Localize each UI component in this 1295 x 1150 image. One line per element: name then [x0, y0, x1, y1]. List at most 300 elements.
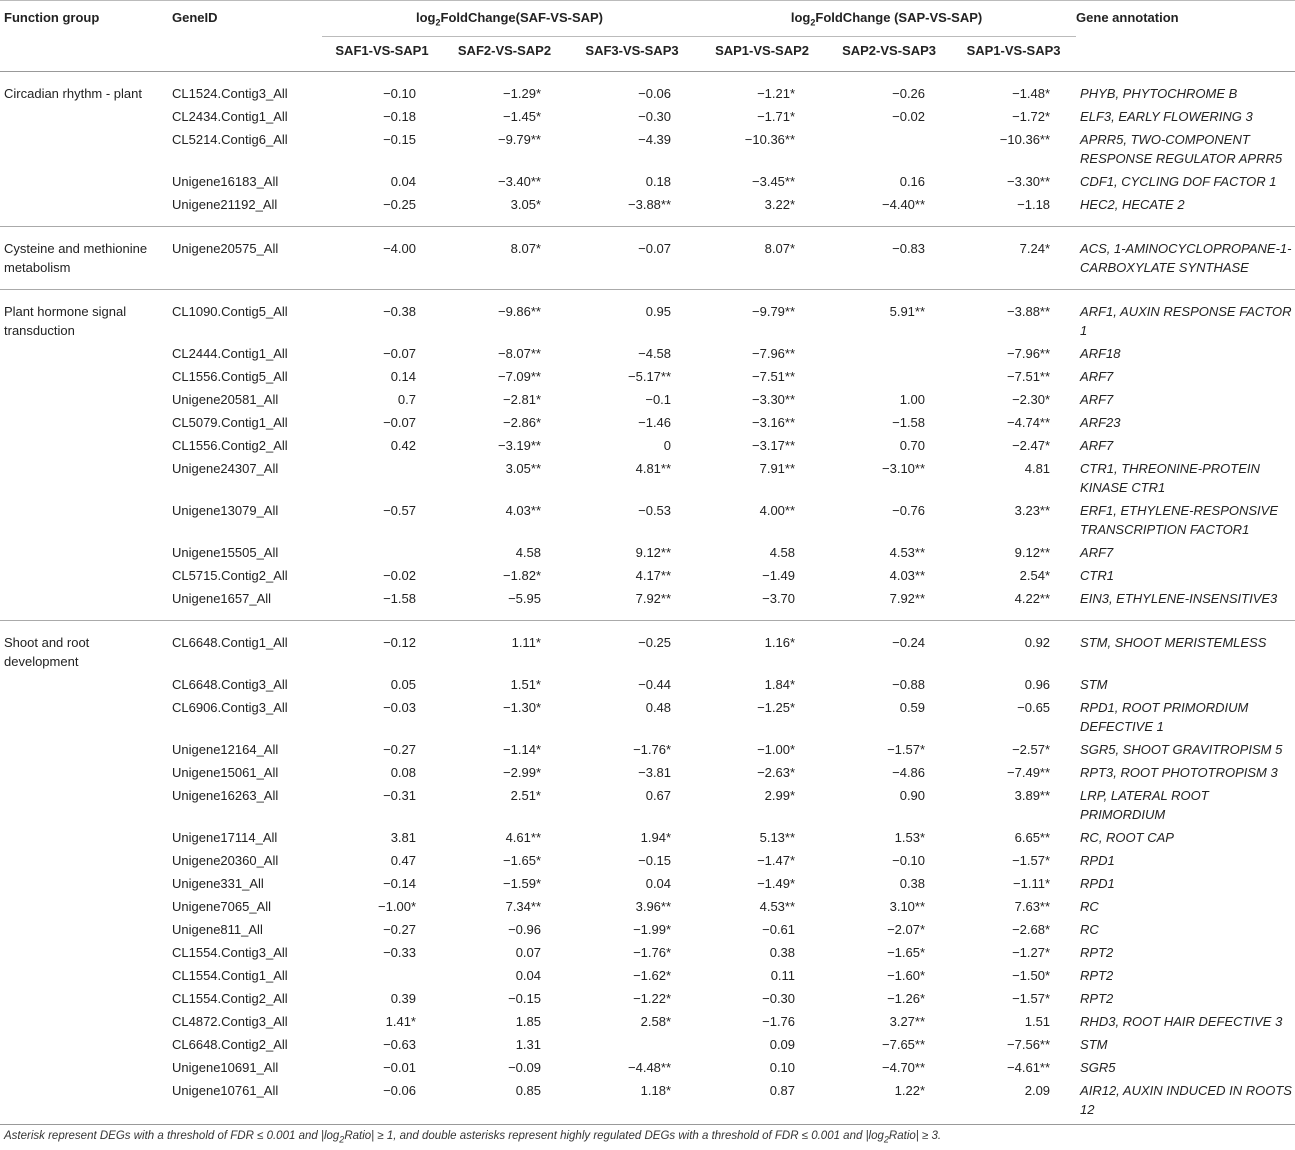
value-cell: −1.58: [892, 415, 926, 430]
value-cell: −3.30**: [1007, 174, 1051, 189]
value-cell: −1.99*: [633, 922, 672, 937]
value-cell: −1.76*: [633, 742, 672, 757]
value-cell: −0.14: [383, 876, 416, 891]
value-cell: −4.74**: [1007, 415, 1051, 430]
table-body: [0, 72, 1295, 1132]
value-cell: −3.70: [697, 589, 827, 621]
value-cell: 1.41*: [385, 1014, 416, 1029]
value-cell: 4.58: [515, 545, 541, 560]
value-cell: −0.61: [762, 922, 796, 937]
gene-id-cell: CL4872.Contig3_All: [172, 1014, 288, 1029]
value-cell: −1.45*: [503, 109, 541, 124]
gene-annotation-cell: RPD1, ROOT PRIMORDIUM DEFECTIVE 1: [1080, 700, 1249, 734]
value-cell: 0.04: [645, 876, 672, 891]
header-row-1: [0, 4, 1295, 37]
value-cell: 1.53*: [894, 830, 926, 845]
gene-annotation-cell: RPT2: [1080, 968, 1114, 983]
gene-annotation-cell: ARF7: [1080, 392, 1114, 407]
value-cell: −1.48*: [1012, 86, 1051, 101]
gene-annotation-cell: RC: [1080, 922, 1099, 937]
table-row: [0, 72, 1295, 108]
value-cell: −1.29*: [503, 86, 541, 101]
function-group-cell: [0, 195, 172, 227]
function-group-cell: [0, 740, 172, 763]
gene-id-cell: CL6648.Contig1_All: [172, 635, 288, 650]
value-cell: −0.02: [892, 109, 926, 124]
gene-annotation-cell: STM: [1080, 1037, 1108, 1052]
value-cell: −0.15: [383, 132, 416, 147]
value-cell: −1.14*: [503, 742, 541, 757]
value-cell: 4.53**: [889, 545, 926, 560]
value-cell: −7.65**: [882, 1037, 926, 1052]
value-cell: 7.34**: [505, 899, 541, 914]
value-cell: 1.85: [515, 1014, 541, 1029]
value-cell: −1.76: [762, 1014, 796, 1029]
value-cell: 1.84*: [764, 677, 796, 692]
value-cell: 4.58: [769, 545, 796, 560]
value-cell: [827, 367, 951, 390]
value-cell: 3.05*: [442, 195, 567, 227]
table-row: [0, 621, 1295, 676]
gene-id-cell: Unigene331_All: [172, 876, 264, 891]
value-cell: −7.51**: [752, 369, 796, 384]
table-row: [0, 943, 1295, 966]
value-cell: −4.61**: [1007, 1060, 1051, 1075]
gene-id-cell: CL1554.Contig2_All: [172, 991, 288, 1006]
deg-table: [0, 4, 1295, 1131]
table-row: [0, 851, 1295, 874]
gene-id-cell: CL6648.Contig3_All: [172, 677, 288, 692]
value-cell: −3.81: [638, 765, 672, 780]
function-group-cell: [0, 698, 172, 740]
gene-annotation-cell: PHYB, PHYTOCHROME B: [1080, 86, 1238, 101]
gene-annotation-cell: EIN3, ETHYLENE-INSENSITIVE3: [1076, 589, 1295, 621]
gene-annotation-cell: ARF7: [1080, 369, 1114, 384]
gene-id-cell: Unigene16183_All: [172, 174, 279, 189]
value-cell: −0.30: [762, 991, 796, 1006]
value-cell: 0.59: [899, 700, 926, 715]
value-cell: −7.56**: [1007, 1037, 1051, 1052]
value-cell: −0.01: [383, 1060, 416, 1075]
function-group-cell: [0, 501, 172, 543]
value-cell: 8.07*: [442, 227, 567, 290]
function-group-cell: [0, 897, 172, 920]
value-cell: −1.49*: [757, 876, 796, 891]
value-cell: 4.22**: [951, 589, 1076, 621]
value-cell: −1.57*: [1012, 991, 1051, 1006]
value-cell: 0.16: [899, 174, 926, 189]
value-cell: −1.22*: [633, 991, 672, 1006]
value-cell: 0.04: [390, 174, 416, 189]
gene-id-cell: Unigene16263_All: [172, 788, 279, 803]
table-row: [0, 130, 1295, 172]
table-row: [0, 290, 1295, 345]
gene-annotation-cell: RC: [1080, 899, 1099, 914]
value-cell: −0.07: [383, 415, 416, 430]
function-group-cell: [0, 1035, 172, 1058]
gene-id-cell: Unigene21192_All: [172, 195, 322, 227]
value-cell: 0.11: [770, 968, 796, 983]
value-cell: [322, 459, 442, 501]
value-cell: [322, 543, 442, 566]
value-cell: 7.92**: [567, 589, 697, 621]
value-cell: −0.25: [638, 635, 672, 650]
value-cell: 9.12**: [1014, 545, 1051, 560]
value-cell: 3.81: [390, 830, 416, 845]
gene-id-cell: Unigene20581_All: [172, 392, 279, 407]
value-cell: −4.48**: [628, 1060, 672, 1075]
value-cell: −0.30: [638, 109, 672, 124]
gene-annotation-cell: ARF1, AUXIN RESPONSE FACTOR 1: [1080, 304, 1292, 338]
gene-id-cell: Unigene1657_All: [172, 589, 322, 621]
gene-id-cell: CL6906.Contig3_All: [172, 700, 288, 715]
value-cell: −0.38: [383, 304, 416, 319]
value-cell: −9.79**: [497, 132, 541, 147]
value-cell: −9.79**: [752, 304, 796, 319]
gene-id-cell: Unigene811_All: [172, 922, 263, 937]
function-group-cell: [0, 874, 172, 897]
value-cell: −1.82*: [503, 568, 541, 583]
subheader-col: SAF2-VS-SAP2: [442, 37, 567, 72]
table-footnote: Asterisk represent DEGs with a threshold of FDR ≤ 0.001 and $|\log_2Ratio| \ge 1$, and double asterisks represent highly regulated DEGs with a threshold of FDR ≤ 0.001 and $|\log_2Ratio| \ge 3$.: [4, 1130, 942, 1145]
function-group-cell: [0, 107, 172, 130]
value-cell: 0: [663, 438, 672, 453]
subheader-col: SAF3-VS-SAP3: [567, 37, 697, 72]
value-cell: −2.81*: [503, 392, 541, 407]
value-cell: −0.76: [892, 503, 926, 518]
gene-id-cell: Unigene15061_All: [172, 765, 279, 780]
value-cell: −3.16**: [752, 415, 796, 430]
function-group-cell: [0, 459, 172, 501]
value-cell: −1.46: [638, 415, 672, 430]
value-cell: 2.09: [1024, 1083, 1051, 1098]
function-group-cell: [0, 436, 172, 459]
table-row: [0, 566, 1295, 589]
value-cell: 7.63**: [1014, 899, 1051, 914]
value-cell: −3.19**: [497, 438, 541, 453]
gene-annotation-cell: APRR5, TWO-COMPONENT RESPONSE REGULATOR APRR5: [1080, 132, 1283, 166]
gene-id-cell: Unigene10761_All: [172, 1083, 279, 1098]
value-cell: −2.57*: [1012, 742, 1051, 757]
function-group-cell: [0, 367, 172, 390]
value-cell: 0.70: [899, 438, 926, 453]
table-row: [0, 675, 1295, 698]
value-cell: 2.54*: [1019, 568, 1051, 583]
value-cell: 5.91**: [889, 304, 926, 319]
value-cell: −1.72*: [1012, 109, 1051, 124]
value-cell: −5.17**: [628, 369, 672, 384]
table-row: [0, 589, 1295, 621]
value-cell: −3.17**: [752, 438, 796, 453]
value-cell: 5.13**: [759, 830, 796, 845]
function-group-cell: [0, 566, 172, 589]
gene-id-cell: CL1524.Contig3_All: [172, 86, 288, 101]
value-cell: −0.07: [383, 346, 416, 361]
table-row: [0, 1058, 1295, 1081]
function-group-cell: Plant hormone signal transduction: [4, 304, 127, 338]
table-row: [0, 920, 1295, 943]
gene-id-cell: Unigene24307_All: [172, 461, 279, 476]
bottom-rule: [0, 1124, 1295, 1125]
value-cell: 3.05**: [505, 461, 541, 476]
gene-annotation-cell: RPD1: [1080, 853, 1115, 868]
gene-id-cell: Unigene20575_All: [172, 227, 322, 290]
value-cell: −1.60*: [887, 968, 926, 983]
gene-id-cell: CL5079.Contig1_All: [172, 415, 288, 430]
value-cell: −0.88: [892, 677, 926, 692]
value-cell: 4.03**: [889, 568, 926, 583]
value-cell: −0.25: [322, 195, 442, 227]
value-cell: −1.25*: [757, 700, 796, 715]
value-cell: −1.65*: [503, 853, 541, 868]
value-cell: −0.1: [645, 392, 672, 407]
value-cell: −1.00*: [757, 742, 796, 757]
value-cell: −1.62*: [633, 968, 672, 983]
value-cell: −3.88**: [1007, 304, 1051, 319]
value-cell: −1.49: [762, 568, 796, 583]
value-cell: −4.00: [322, 227, 442, 290]
value-cell: −0.06: [638, 86, 672, 101]
value-cell: −2.30*: [1012, 392, 1051, 407]
function-group-cell: [0, 675, 172, 698]
header-function-group: Function group: [4, 10, 100, 25]
value-cell: 1.31: [515, 1037, 541, 1052]
gene-id-cell: Unigene17114_All: [172, 830, 278, 845]
gene-annotation-cell: CDF1, CYCLING DOF FACTOR 1: [1080, 174, 1277, 189]
value-cell: −1.59*: [503, 876, 541, 891]
gene-annotation-cell: ELF3, EARLY FLOWERING 3: [1080, 109, 1253, 124]
value-cell: 0.09: [769, 1037, 796, 1052]
function-group-cell: [0, 943, 172, 966]
table-row: [0, 195, 1295, 227]
value-cell: [322, 966, 442, 989]
value-cell: 1.51: [1024, 1014, 1051, 1029]
value-cell: −1.65*: [887, 945, 926, 960]
gene-id-cell: Unigene13079_All: [172, 503, 279, 518]
function-group-cell: [0, 966, 172, 989]
table-row: [0, 874, 1295, 897]
value-cell: −2.99*: [503, 765, 541, 780]
function-group-cell: Shoot and root development: [4, 635, 90, 669]
value-cell: 0.18: [645, 174, 672, 189]
value-cell: −2.63*: [757, 765, 796, 780]
value-cell: 9.12**: [635, 545, 672, 560]
value-cell: 0.08: [390, 765, 416, 780]
function-group-cell: [0, 851, 172, 874]
value-cell: −0.12: [383, 635, 416, 650]
gene-id-cell: CL1556.Contig2_All: [172, 438, 288, 453]
value-cell: 0.96: [1024, 677, 1051, 692]
value-cell: 4.81**: [635, 461, 672, 476]
gene-id-cell: CL2434.Contig1_All: [172, 109, 288, 124]
value-cell: 4.03**: [505, 503, 541, 518]
value-cell: 0.38: [769, 945, 796, 960]
value-cell: −2.47*: [1012, 438, 1051, 453]
gene-annotation-cell: ARF7: [1080, 545, 1114, 560]
value-cell: −4.58: [638, 346, 672, 361]
table-row: [0, 763, 1295, 786]
value-cell: −1.27*: [1012, 945, 1051, 960]
value-cell: −5.95: [442, 589, 567, 621]
value-cell: 1.18*: [640, 1083, 672, 1098]
value-cell: 6.65**: [1014, 830, 1051, 845]
table-row: [0, 740, 1295, 763]
value-cell: −0.10: [892, 853, 926, 868]
header-group-sap-vs-sap: $\log_2FoldChange$ (SAP-VS-SAP): [697, 4, 1076, 37]
gene-annotation-cell: RPT3, ROOT PHOTOTROPISM 3: [1080, 765, 1278, 780]
function-group-cell: [0, 989, 172, 1012]
function-group-cell: [0, 763, 172, 786]
gene-annotation-cell: RPT2: [1080, 991, 1114, 1006]
value-cell: −1.57*: [1012, 853, 1051, 868]
table-row: [0, 413, 1295, 436]
value-cell: 0.07: [515, 945, 541, 960]
value-cell: 2.99*: [764, 788, 796, 803]
gene-annotation-cell: SGR5: [1080, 1060, 1116, 1075]
subheader-col: SAP1-VS-SAP3: [951, 37, 1076, 72]
value-cell: 4.17**: [635, 568, 672, 583]
value-cell: −4.86: [892, 765, 926, 780]
value-cell: −1.18: [951, 195, 1076, 227]
gene-id-cell: Unigene10691_All: [172, 1060, 279, 1075]
table-row: [0, 459, 1295, 501]
value-cell: 0.42: [390, 438, 416, 453]
value-cell: 4.81: [1024, 461, 1051, 476]
header-group-saf-vs-sap: $\log_2FoldChange(SAF-VS-SAP)$: [322, 4, 697, 37]
value-cell: −7.96**: [1007, 346, 1051, 361]
value-cell: −0.09: [508, 1060, 541, 1075]
table-row: [0, 828, 1295, 851]
value-cell: −3.10**: [882, 461, 926, 476]
value-cell: 0.47: [390, 853, 416, 868]
subheader-col: SAP2-VS-SAP3: [827, 37, 951, 72]
value-cell: −9.86**: [497, 304, 541, 319]
value-cell: 3.23**: [1014, 503, 1051, 518]
value-cell: 0.38: [899, 876, 926, 891]
function-group-cell: [0, 172, 172, 195]
value-cell: 7.92**: [827, 589, 951, 621]
value-cell: −2.07*: [887, 922, 926, 937]
function-group-cell: [0, 413, 172, 436]
gene-annotation-cell: SGR5, SHOOT GRAVITROPISM 5: [1080, 742, 1283, 757]
value-cell: 0.67: [645, 788, 672, 803]
value-cell: −0.53: [638, 503, 672, 518]
header-gene-annotation: Gene annotation: [1076, 10, 1179, 25]
value-cell: 0.92: [1024, 635, 1051, 650]
value-cell: [827, 344, 951, 367]
value-cell: −4.40**: [827, 195, 951, 227]
gene-id-cell: Unigene20360_All: [172, 853, 279, 868]
gene-id-cell: Unigene15505_All: [172, 545, 279, 560]
value-cell: −10.36**: [744, 132, 796, 147]
subheader-col: SAF1-VS-SAP1: [322, 37, 442, 72]
value-cell: −1.00*: [378, 899, 416, 914]
value-cell: −1.30*: [503, 700, 541, 715]
function-group-cell: [0, 786, 172, 828]
table-row: [0, 1035, 1295, 1058]
value-cell: 1.00: [899, 392, 926, 407]
value-cell: 1.16*: [764, 635, 796, 650]
value-cell: −0.06: [383, 1083, 416, 1098]
value-cell: −0.83: [827, 227, 951, 290]
gene-annotation-cell: STM, SHOOT MERISTEMLESS: [1080, 635, 1267, 650]
function-group-cell: Cysteine and methionine metabolism: [0, 227, 172, 290]
value-cell: 1.22*: [894, 1083, 926, 1098]
value-cell: 3.27**: [889, 1014, 926, 1029]
value-cell: −4.39: [638, 132, 672, 147]
gene-id-cell: Unigene7065_All: [172, 899, 272, 914]
value-cell: −0.15: [638, 853, 672, 868]
gene-annotation-cell: ACS, 1-AMINOCYCLOPROPANE-1-CARBOXYLATE SYNTHASE: [1076, 227, 1295, 290]
value-cell: −2.86*: [503, 415, 541, 430]
table-row: [0, 543, 1295, 566]
value-cell: −1.47*: [757, 853, 796, 868]
value-cell: 0.14: [390, 369, 416, 384]
value-cell: 2.51*: [510, 788, 541, 803]
gene-annotation-cell: ARF23: [1080, 415, 1121, 430]
gene-id-cell: Unigene12164_All: [172, 742, 279, 757]
function-group-cell: [0, 1012, 172, 1035]
gene-id-cell: CL1556.Contig5_All: [172, 369, 288, 384]
value-cell: 4.00**: [759, 503, 796, 518]
value-cell: 1.94*: [640, 830, 672, 845]
table-row: [0, 698, 1295, 740]
function-group-cell: [0, 589, 172, 621]
value-cell: −1.50*: [1012, 968, 1051, 983]
value-cell: −3.88**: [567, 195, 697, 227]
value-cell: −3.40**: [497, 174, 541, 189]
value-cell: −1.71*: [757, 109, 796, 124]
value-cell: −10.36**: [999, 132, 1051, 147]
gene-annotation-cell: ARF7: [1080, 438, 1114, 453]
value-cell: −1.58: [322, 589, 442, 621]
value-cell: 7.91**: [759, 461, 796, 476]
value-cell: −0.26: [892, 86, 926, 101]
table-row: [0, 227, 1295, 290]
value-cell: [567, 1035, 697, 1058]
table-row: [0, 897, 1295, 920]
gene-id-cell: CL6648.Contig2_All: [172, 1037, 288, 1052]
gene-annotation-cell: STM: [1080, 677, 1108, 692]
value-cell: −0.96: [508, 922, 541, 937]
value-cell: −0.27: [383, 742, 416, 757]
value-cell: 0.05: [390, 677, 416, 692]
value-cell: −2.68*: [1012, 922, 1051, 937]
table-row: [0, 989, 1295, 1012]
value-cell: 0.90: [899, 788, 926, 803]
table-row: [0, 172, 1295, 195]
value-cell: −0.27: [383, 922, 416, 937]
value-cell: −0.57: [383, 503, 416, 518]
gene-id-cell: CL1090.Contig5_All: [172, 304, 288, 319]
table-row: [0, 107, 1295, 130]
gene-annotation-cell: CTR1, THREONINE-PROTEIN KINASE CTR1: [1080, 461, 1260, 495]
gene-annotation-cell: HEC2, HECATE 2: [1076, 195, 1295, 227]
value-cell: 0.95: [645, 304, 672, 319]
gene-id-cell: CL1554.Contig1_All: [172, 968, 288, 983]
value-cell: −0.63: [383, 1037, 416, 1052]
value-cell: 3.89**: [1014, 788, 1051, 803]
value-cell: −7.51**: [1007, 369, 1051, 384]
top-rule: [0, 0, 1295, 1]
value-cell: −1.11*: [1013, 876, 1051, 891]
header-gene-id: GeneID: [172, 10, 218, 25]
value-cell: −0.10: [383, 86, 416, 101]
value-cell: −0.65: [1017, 700, 1051, 715]
value-cell: −7.49**: [1007, 765, 1051, 780]
value-cell: −1.76*: [633, 945, 672, 960]
value-cell: −0.24: [892, 635, 926, 650]
